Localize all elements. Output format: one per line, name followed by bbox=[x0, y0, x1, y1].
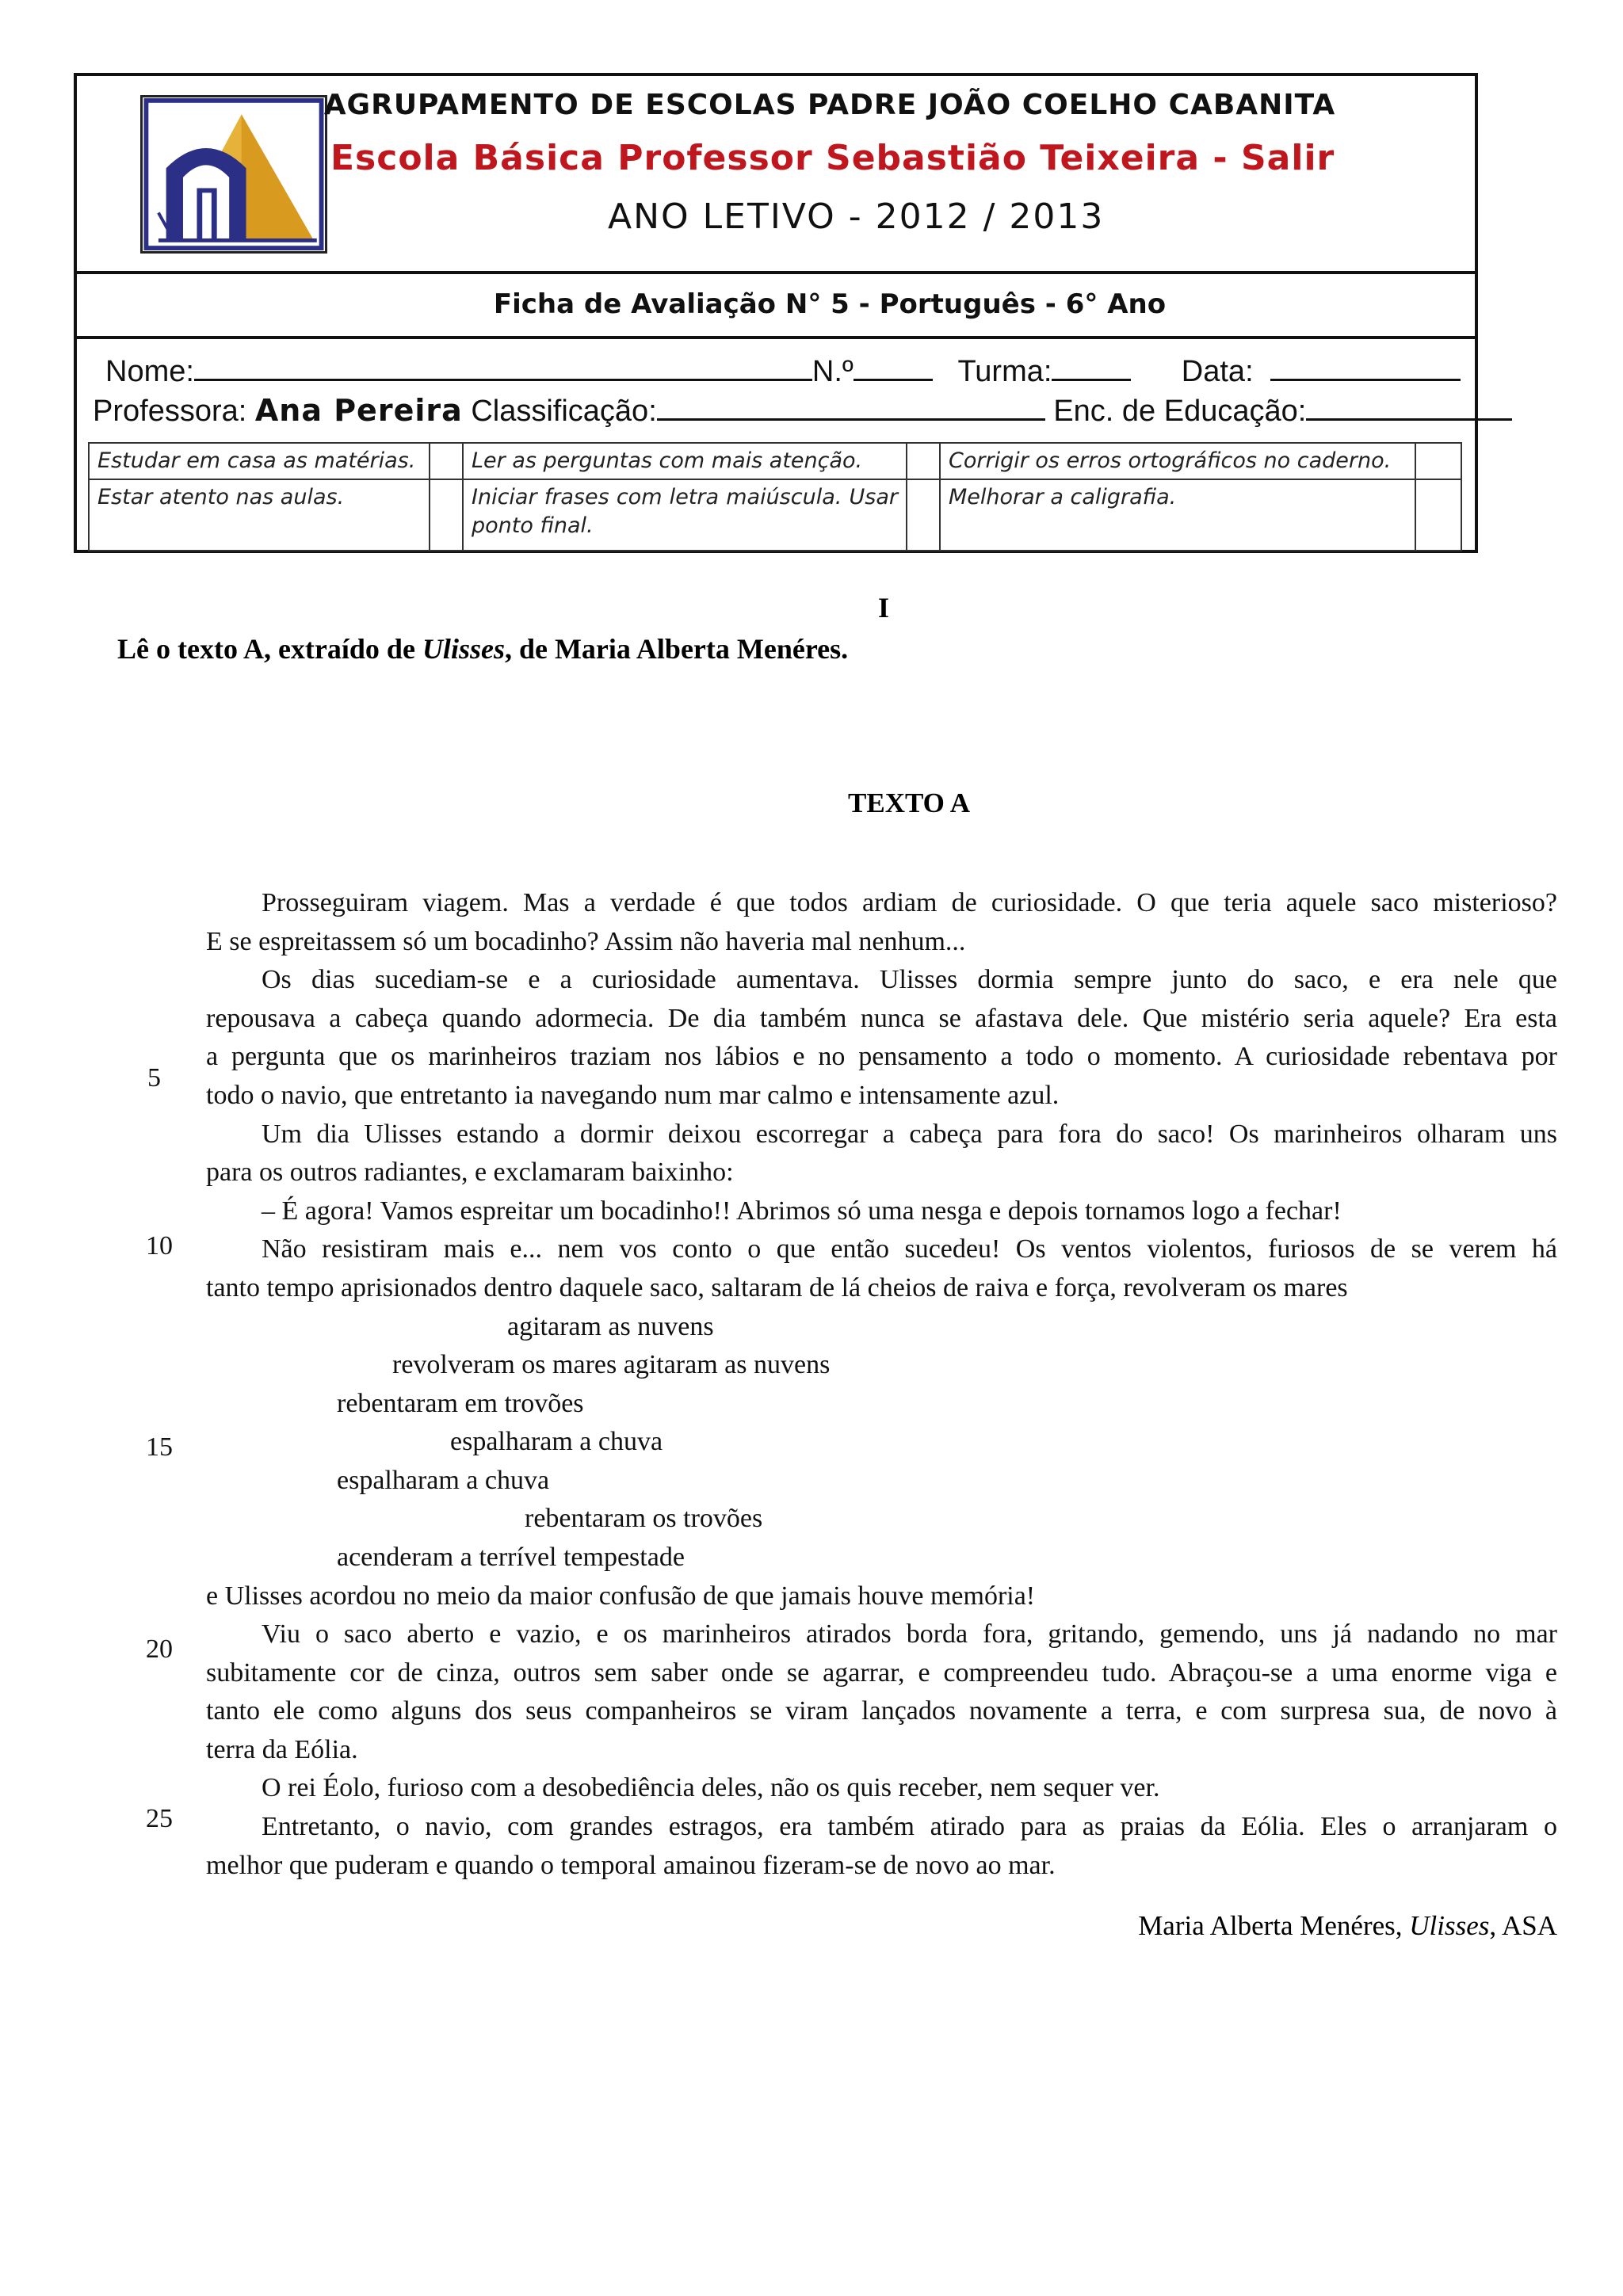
text-line: terra da Eólia. bbox=[206, 1735, 358, 1764]
school-year: ANO LETIVO - 2012 / 2013 bbox=[608, 196, 1105, 237]
date-field[interactable] bbox=[1270, 352, 1461, 381]
tips-row bbox=[89, 479, 1461, 551]
text-line: para os outros radiantes, e exclamaram baixinho: bbox=[206, 1158, 734, 1187]
text-line: Entretanto, o navio, com grandes estragos, era também atirado para as praias da Eólia. Eles o arranjaram o bbox=[262, 1812, 1557, 1841]
poem-line: acenderam a terrível tempestade bbox=[337, 1543, 685, 1572]
instruction-book-title: Ulisses bbox=[422, 633, 505, 665]
text-line: O rei Éolo, furioso com a desobediência deles, não os quis receber, nem sequer ver. bbox=[262, 1773, 1160, 1802]
school-logo bbox=[140, 95, 327, 254]
text-line: – É agora! Vamos espreitar um bocadinho!! Abrimos só uma nesga e depois tornamos logo a fechar! bbox=[262, 1196, 1342, 1226]
tip-checkbox[interactable] bbox=[430, 443, 463, 479]
poem-line: espalharam a chuva bbox=[337, 1466, 550, 1495]
text-line: todo o navio, que entretanto ia navegando num mar calmo e intensamente azul. bbox=[206, 1081, 1060, 1110]
text-line: Um dia Ulisses estando a dormir deixou escorregar a cabeça para fora do saco! Os marinheiros olharam uns bbox=[262, 1119, 1557, 1149]
tip-cell: Melhorar a caligrafia. bbox=[940, 479, 1415, 551]
tip-cell: Corrigir os erros ortográficos no caderno. bbox=[940, 443, 1415, 479]
text-line: Os dias sucediam-se e a curiosidade aumentava. Ulisses dormia sempre junto do saco, e era nele que bbox=[262, 965, 1557, 994]
tip-checkbox[interactable] bbox=[1415, 479, 1461, 551]
number-label: N.º bbox=[812, 355, 854, 388]
line-number: 15 bbox=[146, 1432, 173, 1462]
line-number: 20 bbox=[146, 1634, 173, 1664]
text-line: tanto tempo aprisionados dentro daquele saco, saltaram de lá cheios de raiva e força, revolveram os mares bbox=[206, 1273, 1348, 1302]
grade-label: Classificação: bbox=[471, 395, 657, 428]
tip-checkbox[interactable] bbox=[907, 443, 940, 479]
school-logo-icon bbox=[143, 97, 325, 251]
student-fields-row bbox=[105, 352, 1461, 389]
text-line: repousava a cabeça quando adormecia. De dia também nunca se afastava dele. Que mistério seria aquele? Era esta bbox=[206, 1004, 1557, 1033]
text-line: e Ulisses acordou no meio da maior confusão de que jamais houve memória! bbox=[206, 1581, 1036, 1611]
attribution-publisher: , ASA bbox=[1489, 1910, 1557, 1941]
school-group-name: AGRUPAMENTO DE ESCOLAS PADRE JOÃO COELHO CABANITA bbox=[323, 89, 1336, 121]
text-line: Prosseguiram viagem. Mas a verdade é que todos ardiam de curiosidade. O que teria aquele saco misterioso? bbox=[262, 888, 1557, 917]
header-box bbox=[74, 73, 1478, 553]
instruction-prefix: Lê o texto A, extraído de bbox=[117, 633, 422, 665]
poem-line: rebentaram em trovões bbox=[337, 1389, 584, 1418]
tip-cell: Estudar em casa as matérias. bbox=[89, 443, 430, 479]
name-label: Nome: bbox=[105, 355, 194, 388]
line-number: 10 bbox=[146, 1231, 173, 1261]
teacher-fields-row bbox=[93, 391, 1512, 429]
text-line: melhor que puderam e quando o temporal amainou fizeram-se de novo ao mar. bbox=[206, 1851, 1056, 1880]
grade-field[interactable] bbox=[657, 391, 1045, 421]
school-name: Escola Básica Professor Sebastião Teixeira - Salir bbox=[330, 138, 1335, 178]
class-label: Turma: bbox=[957, 355, 1052, 388]
instruction-suffix: , de Maria Alberta Menéres. bbox=[504, 633, 849, 665]
text-line: Não resistiram mais e... nem vos conto o que então sucedeu! Os ventos violentos, furiosos de se verem há bbox=[262, 1234, 1557, 1264]
poem-line: revolveram os mares agitaram as nuvens bbox=[392, 1350, 831, 1379]
text-line: tanto ele como alguns dos seus companheiros se viram lançados novamente a terra, e com surpresa sua, de novo à bbox=[206, 1696, 1557, 1726]
guardian-field[interactable] bbox=[1306, 391, 1512, 421]
tips-row bbox=[89, 443, 1461, 479]
class-field[interactable] bbox=[1052, 352, 1131, 381]
text-line: E se espreitassem só um bocadinho? Assim não haveria mal nenhum... bbox=[206, 927, 966, 956]
attribution-book: Ulisses bbox=[1409, 1910, 1490, 1941]
title-divider bbox=[77, 336, 1475, 339]
tip-checkbox[interactable] bbox=[907, 479, 940, 551]
tip-cell: Ler as perguntas com mais atenção. bbox=[463, 443, 907, 479]
attribution bbox=[1138, 1910, 1557, 1942]
poem-line: espalharam a chuva bbox=[450, 1427, 663, 1456]
date-label: Data: bbox=[1181, 355, 1254, 388]
poem-line: rebentaram os trovões bbox=[525, 1504, 763, 1533]
tip-cell: Iniciar frases com letra maiúscula. Usar ponto final. bbox=[463, 479, 907, 551]
attribution-author: Maria Alberta Menéres, bbox=[1138, 1910, 1410, 1941]
guardian-label: Enc. de Educação: bbox=[1053, 395, 1307, 428]
number-field[interactable] bbox=[854, 352, 933, 381]
tip-cell: Estar atento nas aulas. bbox=[89, 479, 430, 551]
text-line: Viu o saco aberto e vazio, e os marinheiros atirados borda fora, gritando, gemendo, uns já nadando no mar bbox=[262, 1619, 1557, 1649]
line-number: 25 bbox=[146, 1804, 173, 1833]
text-line: subitamente cor de cinza, outros sem saber onde se agarrar, e compreendeu tudo. Abraçou-se a uma enorme viga e bbox=[206, 1658, 1557, 1688]
tips-table bbox=[88, 442, 1462, 551]
tip-checkbox[interactable] bbox=[430, 479, 463, 551]
text-line: a pergunta que os marinheiros traziam nos lábios e no pensamento a todo o momento. A curiosidade rebentava por bbox=[206, 1042, 1557, 1071]
header-divider bbox=[77, 271, 1475, 274]
line-number: 5 bbox=[147, 1063, 161, 1093]
section-number: I bbox=[878, 592, 890, 624]
name-field[interactable] bbox=[194, 352, 812, 381]
reading-instruction bbox=[117, 632, 848, 666]
poem-line: agitaram as nuvens bbox=[507, 1312, 714, 1341]
teacher-label: Professora: bbox=[93, 395, 247, 428]
teacher-name: Ana Pereira bbox=[254, 393, 463, 428]
text-title: TEXTO A bbox=[848, 788, 970, 818]
tip-checkbox[interactable] bbox=[1415, 443, 1461, 479]
sheet-title: Ficha de Avaliação N° 5 - Português - 6° Ano bbox=[493, 288, 1167, 320]
